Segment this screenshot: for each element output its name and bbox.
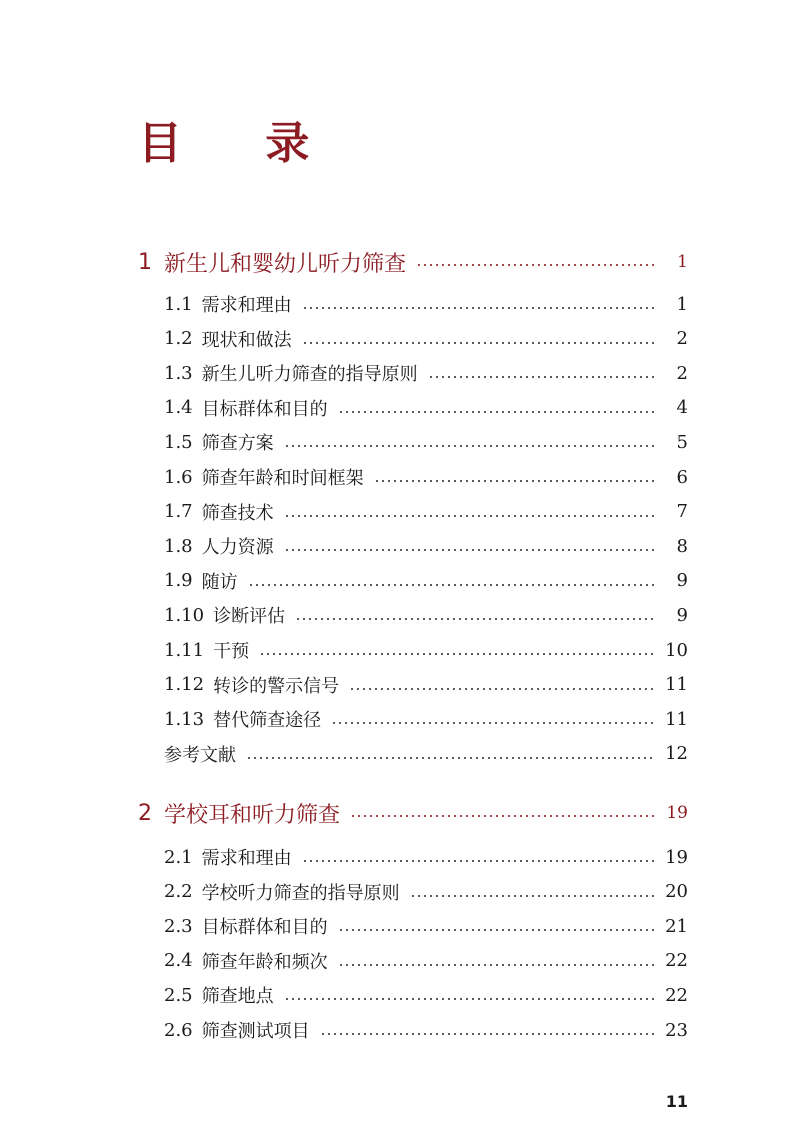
dot-leader bbox=[350, 815, 654, 817]
toc-entry[interactable] bbox=[164, 635, 688, 665]
section-page-number: 5 bbox=[676, 431, 688, 453]
section-title: 参考文献 bbox=[164, 744, 236, 766]
section-number: 1.6 bbox=[164, 466, 193, 488]
section-page-number: 2 bbox=[676, 328, 688, 350]
dot-leader bbox=[284, 998, 654, 1000]
dot-leader bbox=[416, 264, 654, 266]
dot-leader bbox=[338, 964, 654, 966]
section-page-number: 20 bbox=[665, 881, 688, 903]
toc-entry[interactable] bbox=[164, 911, 688, 941]
section-page-number: 10 bbox=[665, 639, 688, 661]
section-page-number: 9 bbox=[676, 604, 688, 626]
section-number: 2.5 bbox=[164, 984, 193, 1006]
section-page-number: 9 bbox=[676, 570, 688, 592]
toc-entry[interactable] bbox=[164, 358, 688, 388]
dot-leader bbox=[284, 515, 654, 517]
section-title: 现状和做法 bbox=[201, 329, 292, 351]
toc-chapter-2[interactable] bbox=[138, 796, 688, 830]
section-number: 1.3 bbox=[164, 362, 193, 384]
page-title: 目 录 bbox=[138, 118, 344, 169]
toc-entry[interactable] bbox=[164, 462, 688, 492]
chapter-number: 1 bbox=[138, 249, 152, 275]
dot-leader bbox=[295, 618, 654, 620]
toc-entry[interactable] bbox=[164, 289, 688, 319]
section-page-number: 19 bbox=[665, 846, 688, 868]
dot-leader bbox=[410, 895, 654, 897]
section-page-number: 4 bbox=[676, 397, 688, 419]
section-title: 随访 bbox=[201, 571, 238, 593]
section-number: 2.1 bbox=[164, 846, 193, 868]
toc-entry[interactable] bbox=[164, 980, 688, 1010]
dot-leader bbox=[302, 860, 654, 862]
section-page-number: 1 bbox=[676, 293, 688, 315]
dot-leader bbox=[302, 307, 654, 309]
section-number: 1.1 bbox=[164, 293, 193, 315]
dot-leader bbox=[248, 584, 654, 586]
dot-leader bbox=[338, 929, 654, 931]
section-title: 新生儿听力筛查的指导原则 bbox=[201, 364, 418, 386]
section-number: 1.7 bbox=[164, 501, 193, 523]
dot-leader bbox=[320, 1033, 654, 1035]
toc-entry[interactable] bbox=[164, 497, 688, 527]
section-number: 1.10 bbox=[164, 604, 205, 626]
section-page-number: 7 bbox=[676, 501, 688, 523]
dot-leader bbox=[428, 376, 654, 378]
section-title: 转诊的警示信号 bbox=[213, 675, 340, 697]
toc-entry[interactable] bbox=[164, 324, 688, 354]
section-page-number: 11 bbox=[665, 674, 688, 696]
chapter-title: 新生儿和婴幼儿听力筛查 bbox=[164, 251, 407, 277]
section-title: 筛查地点 bbox=[201, 986, 274, 1008]
section-number: 2.2 bbox=[164, 881, 193, 903]
toc-entry[interactable] bbox=[164, 600, 688, 630]
chapter-number: 2 bbox=[138, 800, 152, 826]
section-number: 1.2 bbox=[164, 328, 193, 350]
section-page-number: 11 bbox=[665, 708, 688, 730]
dot-leader bbox=[284, 445, 654, 447]
dot-leader bbox=[259, 653, 654, 655]
section-page-number: 22 bbox=[665, 950, 688, 972]
toc-entry[interactable] bbox=[164, 946, 688, 976]
section-title: 学校听力筛查的指导原则 bbox=[201, 882, 400, 904]
toc-entry[interactable] bbox=[164, 842, 688, 872]
toc-entry[interactable] bbox=[164, 877, 688, 907]
section-page-number: 23 bbox=[665, 1019, 688, 1041]
section-title: 筛查年龄和频次 bbox=[201, 951, 328, 973]
section-number: 2.4 bbox=[164, 950, 193, 972]
dot-leader bbox=[349, 688, 654, 690]
toc-entry[interactable] bbox=[164, 704, 688, 734]
section-page-number: 2 bbox=[676, 362, 688, 384]
section-title: 替代筛查途径 bbox=[213, 710, 322, 732]
section-number: 1.8 bbox=[164, 535, 193, 557]
section-title: 需求和理由 bbox=[201, 848, 292, 869]
section-number: 1.11 bbox=[164, 639, 205, 661]
chapter-title: 学校耳和听力筛查 bbox=[164, 802, 341, 828]
page-number: 11 bbox=[665, 1092, 688, 1111]
section-title: 人力资源 bbox=[201, 537, 274, 559]
section-title: 筛查测试项目 bbox=[201, 1021, 310, 1042]
section-title: 目标群体和目的 bbox=[201, 917, 328, 939]
section-number: 1.13 bbox=[164, 708, 205, 730]
dot-leader bbox=[302, 342, 654, 344]
section-page-number: 12 bbox=[665, 743, 688, 765]
section-page-number: 22 bbox=[665, 984, 688, 1006]
dot-leader bbox=[284, 549, 654, 551]
section-number: 1.4 bbox=[164, 397, 193, 419]
dot-leader bbox=[338, 411, 654, 413]
dot-leader bbox=[331, 722, 654, 724]
section-title: 筛查技术 bbox=[201, 502, 274, 524]
section-title: 干预 bbox=[213, 641, 250, 662]
section-title: 需求和理由 bbox=[201, 295, 292, 316]
section-number: 1.12 bbox=[164, 674, 205, 696]
toc-entry[interactable] bbox=[164, 670, 688, 700]
section-number: 1.5 bbox=[164, 431, 193, 453]
chapter-page-number: 1 bbox=[677, 252, 688, 272]
toc-chapter-1[interactable] bbox=[138, 245, 688, 279]
toc-entry[interactable] bbox=[164, 739, 688, 769]
section-number: 2.6 bbox=[164, 1019, 193, 1041]
section-title: 诊断评估 bbox=[213, 606, 286, 628]
section-number: 1.9 bbox=[164, 570, 193, 592]
toc-entry[interactable] bbox=[164, 531, 688, 561]
toc-entry[interactable] bbox=[164, 427, 688, 457]
section-title: 筛查年龄和时间框架 bbox=[201, 468, 364, 489]
toc-entry[interactable] bbox=[164, 393, 688, 423]
section-number: 2.3 bbox=[164, 915, 193, 937]
dot-leader bbox=[374, 480, 654, 482]
section-title: 目标群体和目的 bbox=[201, 398, 328, 420]
section-page-number: 21 bbox=[665, 915, 688, 937]
section-page-number: 6 bbox=[676, 466, 688, 488]
section-title: 筛查方案 bbox=[201, 433, 274, 455]
section-page-number: 8 bbox=[676, 535, 688, 557]
toc-entry[interactable] bbox=[164, 1015, 688, 1045]
chapter-page-number: 19 bbox=[666, 803, 688, 823]
dot-leader bbox=[246, 757, 654, 759]
toc-entry[interactable] bbox=[164, 566, 688, 596]
